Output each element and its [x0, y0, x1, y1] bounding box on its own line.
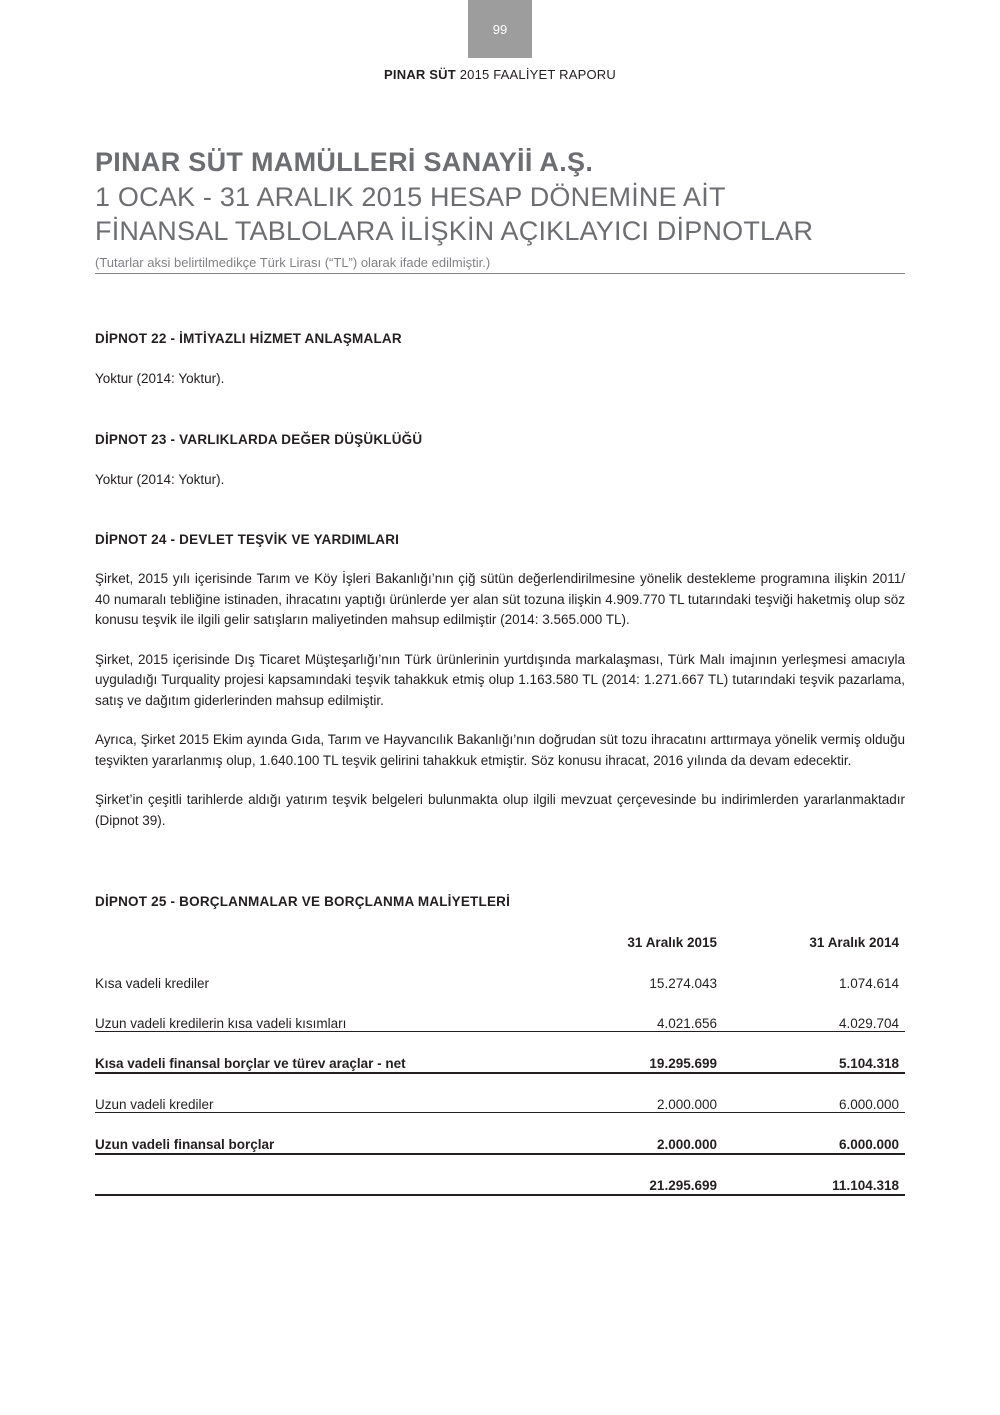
note-22-section — [95, 331, 905, 390]
column-header-2015: 31 Aralık 2015 — [627, 935, 717, 950]
subtotal-underline — [95, 1153, 905, 1155]
row-value-2014: 5.104.318 — [838, 1056, 899, 1071]
running-header-brand: PINAR SÜT — [384, 67, 456, 82]
subtotal-underline — [95, 1072, 905, 1074]
row-value-2014: 6.000.000 — [838, 1097, 899, 1112]
row-value-2014: 1.074.614 — [838, 976, 899, 991]
running-header — [0, 67, 1000, 82]
units-note: (Tutarlar aksi belirtilmedikçe Türk Lirası (“TL”) olarak ifade edilmiştir.) — [95, 255, 905, 274]
note-24-paragraph-1: Şirket, 2015 yılı içerisinde Tarım ve Köy İşleri Bakanlığı’nın çiğ sütün değerlendirilmesine yönelik destekleme programına ilişkin 2011/ 40 numaralı tebliğine istinaden, ihracatını yaptığı ürünlerde yer alan süt tozuna ilişkin 4.909.770 TL tutarındaki teşviği haketmiş olup söz konusu teşvik ile ilgili gelir satışların maliyetinden mahsup edilmiştir (2014: 3.565.000 TL). — [95, 571, 905, 627]
row-value-2015: 21.295.699 — [649, 1178, 717, 1193]
note-25-heading: DİPNOT 25 - BORÇLANMALAR VE BORÇLANMA MALİYETLERİ — [95, 894, 511, 909]
column-header-2014: 31 Aralık 2014 — [809, 935, 899, 950]
running-header-report: 2015 FAALİYET RAPORU — [455, 67, 616, 82]
note-24-heading: DİPNOT 24 - DEVLET TEŞVİK VE YARDIMLARI — [95, 532, 400, 547]
row-value-2015: 2.000.000 — [656, 1097, 717, 1112]
note-22-text: Yoktur (2014: Yoktur). — [95, 371, 225, 386]
page-number-tab — [468, 0, 532, 58]
row-value-2014: 4.029.704 — [838, 1016, 899, 1031]
row-label: Uzun vadeli kredilerin kısa vadeli kısımları — [95, 1016, 347, 1031]
row-label: Kısa vadeli krediler — [95, 976, 210, 991]
row-value-2015: 2.000.000 — [656, 1137, 717, 1152]
note-23-section — [95, 432, 905, 491]
title-period: 1 OCAK - 31 ARALIK 2015 HESAP DÖNEMİNE AİT — [95, 182, 726, 212]
row-label: Uzun vadeli krediler — [95, 1097, 214, 1112]
total-underline — [95, 1194, 905, 1196]
note-24-paragraph-3: Ayrıca, Şirket 2015 Ekim ayında Gıda, Tarım ve Hayvancılık Bakanlığı’nın doğrudan süt tozu ihracatını arttırmaya yönelik vermiş olduğu teşvikten yararlanmış olup, 1.640.100 TL teşvik gelirini tahakkuk etmiştir. Söz konusu ihracat, 2016 yılında da devam edecektir. — [95, 732, 905, 768]
note-24-section — [95, 532, 905, 831]
row-underline — [95, 1031, 905, 1032]
note-24-paragraph-2: Şirket, 2015 içerisinde Dış Ticaret Müşteşarlığı’nın Türk ürünlerinin yurtdışında markalaşması, Türk Malı imajının yerleşmesi amacıyla uyguladığı Turquality projesi kapsamındaki teşvik tahakkuk etmiş olup 1.163.580 TL (2014: 1.271.667 TL) tutarındaki teşvik pazarlama, satış ve dağıtım giderlerinden mahsup edilmiştir. — [95, 651, 905, 708]
row-value-2015: 19.295.699 — [649, 1056, 717, 1071]
table-header-row — [95, 935, 905, 955]
row-value-2015: 15.274.043 — [649, 976, 717, 991]
company-name: PINAR SÜT MAMÜLLERİ SANAYİİ A.Ş. — [95, 147, 594, 177]
note-23-text: Yoktur (2014: Yoktur). — [95, 472, 225, 487]
page-number: 99 — [492, 21, 508, 37]
note-23-heading: DİPNOT 23 - VARLIKLARDA DEĞER DÜŞÜKLÜĞÜ — [95, 432, 423, 447]
note-24-paragraph-4: Şirket’in çeşitli tarihlerde aldığı yatırım teşvik belgeleri bulunmakta olup ilgili mevzuat çerçevesinde bu indirimlerden yararlanmaktadır (Dipnot 39). — [95, 792, 905, 828]
row-value-2014: 11.104.318 — [832, 1178, 899, 1193]
title-subject: FİNANSAL TABLOLARA İLİŞKİN AÇIKLAYICI DİPNOTLAR — [95, 216, 814, 246]
row-value-2014: 6.000.000 — [838, 1137, 899, 1152]
note-25-section — [95, 894, 905, 909]
table-row — [95, 1097, 905, 1117]
note-22-heading: DİPNOT 22 - İMTİYAZLI HİZMET ANLAŞMALAR — [95, 331, 402, 346]
row-label: Uzun vadeli finansal borçlar — [95, 1137, 275, 1152]
row-value-2015: 4.021.656 — [656, 1016, 717, 1031]
document-title-block — [95, 144, 905, 274]
table-row — [95, 976, 905, 996]
table-row — [95, 1016, 905, 1036]
row-label: Kısa vadeli finansal borçlar ve türev araçlar - net — [95, 1056, 406, 1071]
row-underline — [95, 1112, 905, 1113]
